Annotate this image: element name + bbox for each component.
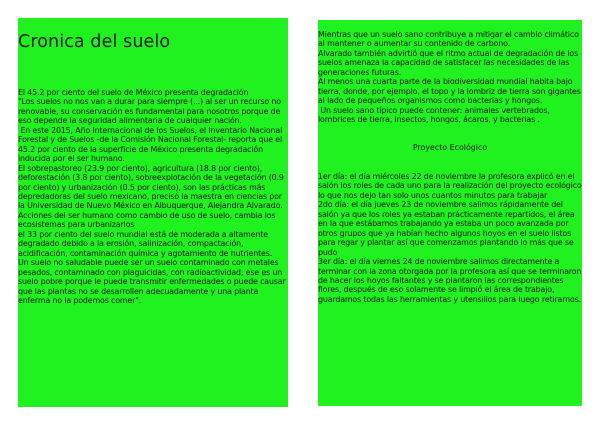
- left-page-panel: [18, 18, 288, 407]
- right-body-text-bottom: 1er día: el día miércoles 22 de noviembre la profesora explicó en el salón los roles de cada uno para la realización del proyecto ecológico lo que nos dejo tan solo unos cuantos minutos para trabajar 2do día: el día jueves 23 de noviembre salimos rápidamente del salón ya que los roles ya estaban prácticamente repartidos, el área en la que estábamos trabajando ya estaba un poco avanzada por otros grupos que ya habían hecho algunos hoyos en el suelo listos para regar y plantar así que comenzamos plantando lo más que se pudo 3er día: el día viernes 24 de noviembre salimos directamente a terminar con la zona otorgada por la profesora así que se terminaron de hacer los hoyos faltantes y se plantaron las correspondientes flores, después de eso solamente se limpió el área de trabajo, guardamos todas las herramientas y utensilios para luego retirarnos.: [318, 171, 582, 304]
- section-subtitle: Proyecto Ecológico: [412, 142, 488, 152]
- right-body-text-top: Mientras que un suelo sano contribuye a mitigar el cambio climático al mantener o aumentar su contenido de carbono. Alvarado también advirtió que el ritmo actual de degradación de los suelos amenaza la capacidad de satisfacer las necesidades de las generaciones futuras. Al menos una cuarta parte de la biodiversidad mundial habita bajo tierra, donde, por ejemplo, el topo y la lombriz de tierra son gigantes al lado de pequeños organismos como bacterias y hongos. Un suelo sano típico puede contener: animales vertebrados, lombrices de tierra, insectos, hongos, ácaros, y bacterias .: [318, 30, 581, 125]
- document-title: Cronica del suelo: [18, 32, 171, 52]
- right-page-panel: [318, 20, 582, 406]
- left-body-text: El 45.2 por ciento del suelo de México presenta degradación "Los suelos no nos van a durar para siempre (...) al ser un recurso no renovable, su conservación es fundamental para nosotros porque de eso depende la seguridad alimentaria de cualquier nación. En este 2015, Año Internacional de los Suelos, el Inventario Nacional Forestal y de Suelos -de la Comisión Nacional Forestal- reporta que el 45.2 por ciento de la superficie de México presenta degradación inducida por el ser humano. El sobrepastoreo (23.9 por ciento), agricultura (18.8 por ciento), deforestación (3.8 por ciento), sobreexplotación de la vegetación (0.9 por ciento) y urbanización (0.5 por ciento), son las prácticas más depredadoras del suelo mexicano, precisó la maestra en ciencias por la Universidad de Nuevo México en Albuquerque, Alejandra Alvarado. Acciones del ser humano como cambio de uso de suelo, cambia los ecosistemas para urbanizarlos el 33 por ciento del suelo mundial está de moderada a altamente degradado debido a la erosión, salinización, compactación, acidificación, contaminación química y agotamiento de nutrientes. Un suelo no saludable puede ser un suelo contaminado con metales pesados, contaminado con plaguicidas, con radioactividad, ese es un suelo pobre porque le puede transmitir enfermedades o puede causar que las plantas no se desarrollen adecuadamente y una planta enferma no la podemos comer".: [18, 88, 286, 305]
